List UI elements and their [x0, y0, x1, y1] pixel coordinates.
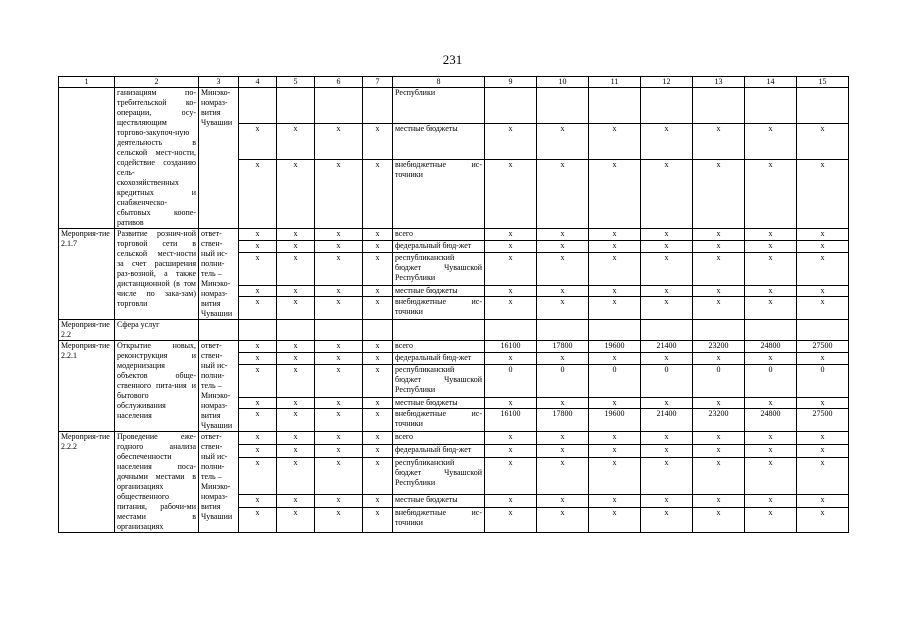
year-value-cell: x — [641, 124, 693, 160]
executor-cell: ответ-ствен-ный ис-полни-тель – Минэко-номраз-вития Чувашии — [199, 432, 239, 533]
code-cell: x — [277, 341, 315, 353]
code-cell: x — [277, 432, 315, 445]
code-cell: x — [277, 494, 315, 507]
year-value-cell: x — [693, 432, 745, 445]
column-header-9: 9 — [485, 77, 537, 88]
year-value-cell: x — [797, 508, 849, 533]
measure-name-cell: ганизациям по-требительской ко-операции, осу-ществляющим торгово-закупоч-ную деятельность в сельской мест-ности, содействие созданию сель-скохозяйственных кредитных и снабженческо-сбытовых коопе-ративов — [115, 88, 199, 229]
funding-source-cell: республиканский бюджет Чувашской Республики — [393, 364, 485, 397]
year-value-cell: x — [797, 432, 849, 445]
code-cell: x — [363, 458, 393, 495]
code-cell: x — [239, 229, 277, 241]
year-value-cell: 0 — [537, 364, 589, 397]
year-value-cell: 23200 — [693, 409, 745, 432]
year-value-cell — [641, 88, 693, 124]
code-cell: x — [363, 160, 393, 229]
year-value-cell: x — [485, 252, 537, 285]
year-value-cell: x — [537, 160, 589, 229]
code-cell: x — [277, 285, 315, 297]
code-cell: x — [277, 297, 315, 320]
year-value-cell: x — [641, 297, 693, 320]
year-value-cell: x — [589, 508, 641, 533]
year-value-cell: x — [745, 252, 797, 285]
year-value-cell: x — [537, 508, 589, 533]
code-cell: x — [277, 240, 315, 252]
year-value-cell — [589, 88, 641, 124]
year-value-cell: 17800 — [537, 409, 589, 432]
year-value-cell: 24800 — [745, 409, 797, 432]
year-value-cell: 0 — [641, 364, 693, 397]
column-header-14: 14 — [745, 77, 797, 88]
code-cell: x — [315, 285, 363, 297]
code-cell: x — [239, 252, 277, 285]
measure-id-cell: Мероприя-тие 2.1.7 — [59, 229, 115, 320]
year-value-cell: 0 — [693, 364, 745, 397]
year-value-cell: x — [485, 508, 537, 533]
funding-source-cell: внебюджетные ис-точники — [393, 508, 485, 533]
year-value-cell: x — [693, 160, 745, 229]
year-value-cell: x — [641, 458, 693, 495]
code-cell: x — [315, 160, 363, 229]
year-value-cell: x — [589, 229, 641, 241]
code-cell: x — [315, 352, 363, 364]
code-cell: x — [239, 297, 277, 320]
year-value-cell: x — [641, 397, 693, 409]
year-value-cell: 0 — [797, 364, 849, 397]
code-cell: x — [239, 240, 277, 252]
year-value-cell: x — [485, 445, 537, 458]
funding-source-cell: федеральный бюд-жет — [393, 352, 485, 364]
year-value-cell: x — [589, 397, 641, 409]
year-value-cell: x — [745, 445, 797, 458]
year-value-cell: x — [745, 432, 797, 445]
year-value-cell: x — [641, 160, 693, 229]
code-cell: x — [239, 432, 277, 445]
year-value-cell: x — [641, 508, 693, 533]
year-value-cell: 23200 — [693, 341, 745, 353]
code-cell: x — [315, 252, 363, 285]
executor-cell: ответ-ствен-ный ис-полни-тель – Минэко-номраз-вития Чувашии — [199, 341, 239, 432]
table-row — [59, 320, 849, 341]
measure-id-cell: Мероприя-тие 2.2.2 — [59, 432, 115, 533]
measure-name-cell: Развитие рознич-ной торговой сети в сельской мест-ности за счет расширения раз-возной, а также дистанционной (в том числе по зака-зам) торговли — [115, 229, 199, 320]
column-header-8: 8 — [393, 77, 485, 88]
code-cell: x — [363, 252, 393, 285]
funding-source-cell: всего — [393, 341, 485, 353]
column-header-11: 11 — [589, 77, 641, 88]
year-value-cell: 0 — [745, 364, 797, 397]
code-cell — [239, 88, 277, 124]
year-value-cell: x — [641, 445, 693, 458]
measure-id-cell — [59, 88, 115, 229]
year-value-cell: x — [693, 240, 745, 252]
year-value-cell: x — [589, 285, 641, 297]
year-value-cell: x — [693, 352, 745, 364]
year-value-cell: 21400 — [641, 341, 693, 353]
year-value-cell: x — [485, 432, 537, 445]
code-cell: x — [315, 458, 363, 495]
year-value-cell: x — [693, 445, 745, 458]
executor-cell — [199, 320, 239, 341]
funding-source-cell: всего — [393, 432, 485, 445]
year-value-cell: 16100 — [485, 409, 537, 432]
code-cell: x — [363, 285, 393, 297]
year-value-cell — [797, 88, 849, 124]
code-cell: x — [315, 494, 363, 507]
year-value-cell: x — [745, 397, 797, 409]
funding-source-cell: федеральный бюд-жет — [393, 240, 485, 252]
funding-source-cell: внебюджетные ис-точники — [393, 409, 485, 432]
code-cell: x — [277, 229, 315, 241]
code-cell: x — [315, 124, 363, 160]
year-value-cell: x — [485, 458, 537, 495]
year-value-cell: x — [797, 160, 849, 229]
column-header-4: 4 — [239, 77, 277, 88]
year-value-cell: 0 — [485, 364, 537, 397]
code-cell: x — [363, 297, 393, 320]
code-cell: x — [363, 364, 393, 397]
code-cell: x — [315, 341, 363, 353]
measure-id-cell: Мероприя-тие 2.2.1 — [59, 341, 115, 432]
year-value-cell: x — [641, 432, 693, 445]
year-value-cell: x — [745, 494, 797, 507]
code-cell: x — [315, 508, 363, 533]
year-value-cell: x — [693, 252, 745, 285]
table-row — [59, 88, 849, 124]
code-cell: x — [363, 352, 393, 364]
code-cell: x — [315, 297, 363, 320]
funding-source-cell: местные бюджеты — [393, 397, 485, 409]
code-cell: x — [363, 432, 393, 445]
funding-source-cell: республиканский бюджет Чувашской Республики — [393, 458, 485, 495]
year-value-cell: x — [537, 445, 589, 458]
year-value-cell: x — [693, 297, 745, 320]
funding-source-cell: внебюджетные ис-точники — [393, 297, 485, 320]
code-cell: x — [277, 124, 315, 160]
measure-name-cell: Сфера услуг — [115, 320, 199, 341]
year-value-cell — [745, 320, 797, 341]
year-value-cell: x — [745, 285, 797, 297]
year-value-cell: x — [589, 352, 641, 364]
year-value-cell: x — [693, 124, 745, 160]
year-value-cell — [589, 320, 641, 341]
year-value-cell: x — [537, 352, 589, 364]
funding-source-cell: внебюджетные ис-точники — [393, 160, 485, 229]
year-value-cell: x — [745, 240, 797, 252]
code-cell: x — [239, 445, 277, 458]
year-value-cell: x — [797, 297, 849, 320]
table-row — [59, 229, 849, 241]
code-cell: x — [363, 341, 393, 353]
year-value-cell: 21400 — [641, 409, 693, 432]
year-value-cell — [797, 320, 849, 341]
code-cell: x — [363, 409, 393, 432]
funding-source-cell: местные бюджеты — [393, 285, 485, 297]
funding-source-cell: местные бюджеты — [393, 494, 485, 507]
table-row — [59, 341, 849, 353]
year-value-cell — [537, 88, 589, 124]
column-header-3: 3 — [199, 77, 239, 88]
year-value-cell: x — [485, 494, 537, 507]
code-cell: x — [277, 364, 315, 397]
year-value-cell: x — [589, 494, 641, 507]
year-value-cell: x — [589, 160, 641, 229]
year-value-cell: x — [797, 352, 849, 364]
year-value-cell: 17800 — [537, 341, 589, 353]
year-value-cell: 19600 — [589, 341, 641, 353]
code-cell: x — [277, 352, 315, 364]
year-value-cell: x — [537, 297, 589, 320]
year-value-cell: x — [797, 240, 849, 252]
year-value-cell: x — [693, 494, 745, 507]
year-value-cell: x — [797, 124, 849, 160]
year-value-cell: x — [537, 458, 589, 495]
code-cell: x — [277, 409, 315, 432]
year-value-cell: x — [641, 229, 693, 241]
year-value-cell: x — [537, 229, 589, 241]
measure-name-cell: Открытие новых, реконструкция и модернизация объектов обще-ственного пита-ния и бытового обслуживания населения — [115, 341, 199, 432]
code-cell: x — [239, 409, 277, 432]
code-cell: x — [277, 458, 315, 495]
code-cell: x — [363, 494, 393, 507]
year-value-cell: x — [485, 229, 537, 241]
code-cell: x — [277, 508, 315, 533]
year-value-cell: x — [589, 432, 641, 445]
year-value-cell: 16100 — [485, 341, 537, 353]
year-value-cell: 24800 — [745, 341, 797, 353]
year-value-cell: x — [537, 252, 589, 285]
column-header-6: 6 — [315, 77, 363, 88]
column-header-2: 2 — [115, 77, 199, 88]
code-cell: x — [277, 252, 315, 285]
code-cell — [363, 320, 393, 341]
code-cell: x — [239, 341, 277, 353]
year-value-cell: x — [641, 285, 693, 297]
year-value-cell: x — [641, 252, 693, 285]
year-value-cell: x — [797, 397, 849, 409]
code-cell: x — [239, 458, 277, 495]
year-value-cell: x — [537, 124, 589, 160]
year-value-cell: x — [745, 160, 797, 229]
code-cell: x — [363, 508, 393, 533]
year-value-cell: x — [537, 240, 589, 252]
header-row — [59, 77, 849, 88]
year-value-cell: x — [485, 124, 537, 160]
year-value-cell: x — [797, 458, 849, 495]
column-header-7: 7 — [363, 77, 393, 88]
code-cell: x — [239, 494, 277, 507]
column-header-12: 12 — [641, 77, 693, 88]
code-cell: x — [315, 445, 363, 458]
year-value-cell: x — [485, 160, 537, 229]
column-header-15: 15 — [797, 77, 849, 88]
year-value-cell: x — [589, 458, 641, 495]
code-cell: x — [239, 397, 277, 409]
year-value-cell: x — [485, 285, 537, 297]
year-value-cell: x — [797, 229, 849, 241]
code-cell: x — [239, 508, 277, 533]
year-value-cell: x — [589, 124, 641, 160]
code-cell: x — [315, 240, 363, 252]
year-value-cell: 0 — [589, 364, 641, 397]
year-value-cell: x — [745, 297, 797, 320]
year-value-cell: x — [485, 297, 537, 320]
code-cell — [277, 320, 315, 341]
code-cell: x — [315, 409, 363, 432]
year-value-cell: x — [693, 397, 745, 409]
year-value-cell: x — [589, 240, 641, 252]
code-cell: x — [363, 124, 393, 160]
table-body — [59, 77, 849, 533]
code-cell: x — [315, 229, 363, 241]
year-value-cell: x — [485, 397, 537, 409]
funding-source-cell: всего — [393, 229, 485, 241]
measure-id-cell: Мероприя-тие 2.2 — [59, 320, 115, 341]
code-cell: x — [277, 445, 315, 458]
year-value-cell: x — [537, 494, 589, 507]
funding-source-cell: Республики — [393, 88, 485, 124]
page-number: 231 — [442, 52, 463, 67]
code-cell — [315, 320, 363, 341]
year-value-cell: x — [537, 285, 589, 297]
code-cell — [363, 88, 393, 124]
year-value-cell: x — [797, 494, 849, 507]
funding-source-cell — [393, 320, 485, 341]
year-value-cell: x — [589, 297, 641, 320]
year-value-cell: 27500 — [797, 341, 849, 353]
year-value-cell: x — [641, 352, 693, 364]
year-value-cell: x — [485, 352, 537, 364]
measure-name-cell: Проведение еже-годного анализа обеспеченности населения поса-дочными местами в организациях общественного питания, рабочи-ми местами в организациях — [115, 432, 199, 533]
year-value-cell: x — [797, 445, 849, 458]
year-value-cell — [537, 320, 589, 341]
year-value-cell — [641, 320, 693, 341]
funding-source-cell: республиканский бюджет Чувашской Республики — [393, 252, 485, 285]
year-value-cell: x — [745, 508, 797, 533]
column-header-10: 10 — [537, 77, 589, 88]
year-value-cell: x — [745, 352, 797, 364]
funding-source-cell: местные бюджеты — [393, 124, 485, 160]
code-cell: x — [239, 364, 277, 397]
code-cell: x — [239, 285, 277, 297]
code-cell: x — [315, 397, 363, 409]
code-cell: x — [363, 229, 393, 241]
executor-cell: Минэко-номраз-вития Чувашии — [199, 88, 239, 229]
year-value-cell — [693, 320, 745, 341]
year-value-cell: x — [797, 252, 849, 285]
code-cell: x — [315, 432, 363, 445]
year-value-cell: x — [745, 124, 797, 160]
year-value-cell: x — [745, 458, 797, 495]
budget-table — [58, 76, 849, 533]
year-value-cell: x — [693, 285, 745, 297]
code-cell: x — [239, 352, 277, 364]
funding-source-cell: федеральный бюд-жет — [393, 445, 485, 458]
code-cell: x — [277, 397, 315, 409]
column-header-1: 1 — [59, 77, 115, 88]
code-cell: x — [239, 124, 277, 160]
year-value-cell: x — [537, 432, 589, 445]
year-value-cell: 19600 — [589, 409, 641, 432]
year-value-cell: x — [589, 252, 641, 285]
code-cell — [277, 88, 315, 124]
executor-cell: ответ-ствен-ный ис-полни-тель – Минэко-номраз-вития Чувашии — [199, 229, 239, 320]
column-header-5: 5 — [277, 77, 315, 88]
year-value-cell: x — [745, 229, 797, 241]
year-value-cell: x — [693, 458, 745, 495]
column-header-13: 13 — [693, 77, 745, 88]
year-value-cell: x — [589, 445, 641, 458]
year-value-cell: x — [693, 508, 745, 533]
year-value-cell: x — [641, 240, 693, 252]
code-cell: x — [239, 160, 277, 229]
year-value-cell — [485, 88, 537, 124]
year-value-cell: x — [797, 285, 849, 297]
code-cell — [239, 320, 277, 341]
code-cell: x — [363, 240, 393, 252]
year-value-cell — [693, 88, 745, 124]
year-value-cell: x — [537, 397, 589, 409]
year-value-cell: 27500 — [797, 409, 849, 432]
year-value-cell — [485, 320, 537, 341]
code-cell: x — [315, 364, 363, 397]
code-cell — [315, 88, 363, 124]
year-value-cell: x — [641, 494, 693, 507]
code-cell: x — [363, 397, 393, 409]
year-value-cell: x — [693, 229, 745, 241]
code-cell: x — [277, 160, 315, 229]
year-value-cell: x — [485, 240, 537, 252]
table-row — [59, 432, 849, 445]
year-value-cell — [745, 88, 797, 124]
code-cell: x — [363, 445, 393, 458]
